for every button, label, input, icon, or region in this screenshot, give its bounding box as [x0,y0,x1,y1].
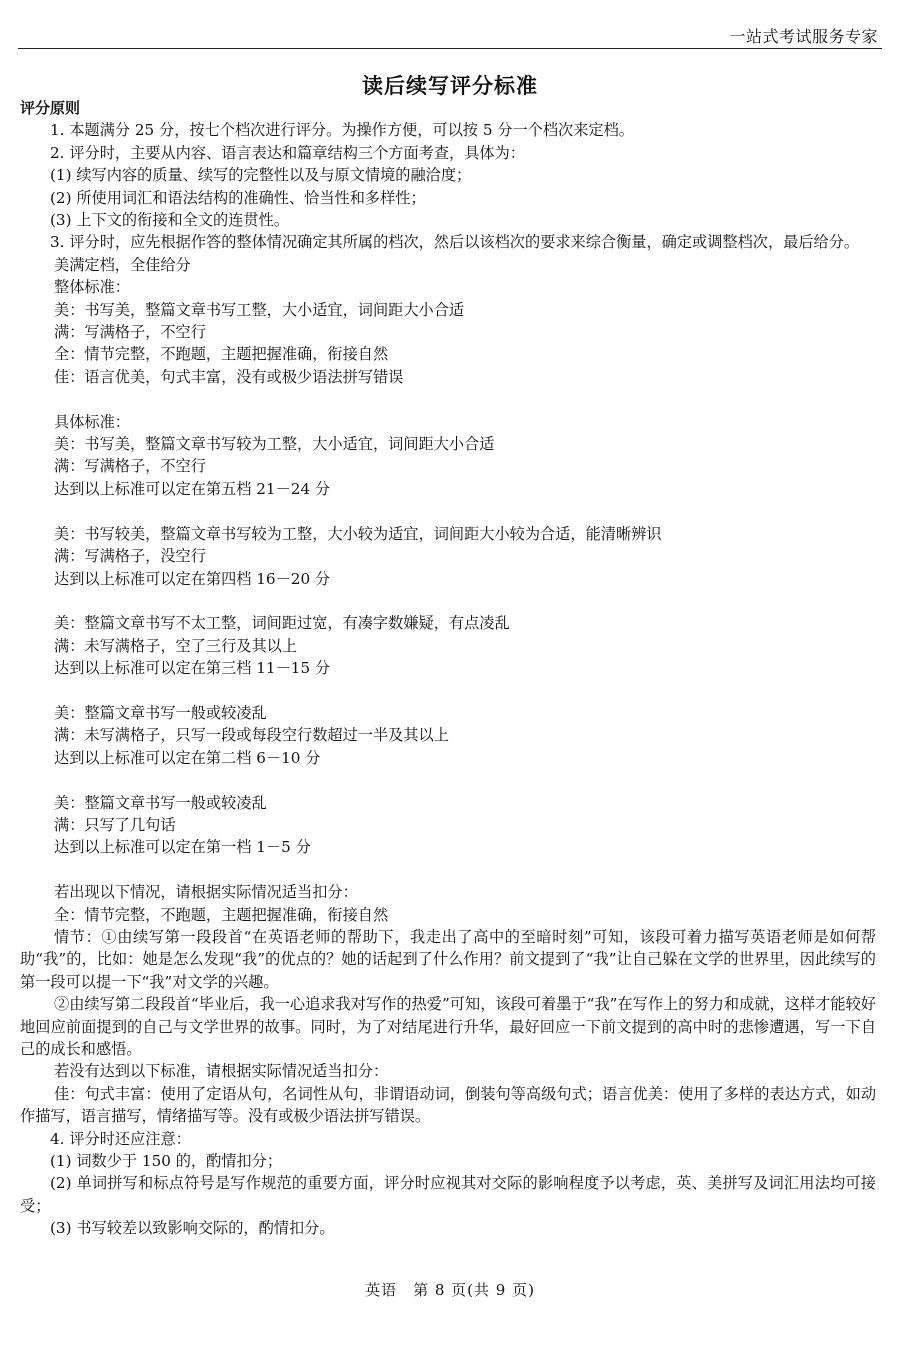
plot-paragraph-2: ②由续写第二段段首“毕业后，我一心追求我对写作的热爱”可知，该段可着墨于“我”在写作上的努力和成就，这样才能较好地回应前面提到的自己与文学世界的故事。同时，为了对结尾进行升华，最好回应一下前文提到的高中时的悲惨遭遇，写一下自己的成长和感悟。 [20,995,876,1058]
grade5-mei: 美：书写美，整篇文章书写较为工整，大小适宜，词间距大小合适 [54,435,495,454]
grade3-mei: 美：整篇文章书写不太工整，词间距过宽，有凑字数嫌疑，有点凌乱 [54,614,510,633]
spacer [20,388,876,410]
overall-lead: 美满定档，全佳给分 [54,255,191,274]
principle-2a: (1) 续写内容的质量、续写的完整性以及与原文情境的融洽度； [50,166,472,185]
overall-heading: 整体标准： [54,278,130,297]
document-title: 读后续写评分标准 [362,74,538,98]
overall-man: 满：写满格子，不空行 [54,323,206,342]
grade2-man: 满：未写满格子，只写一段或每段空行数超过一半及其以上 [54,726,449,745]
note-1: (1) 词数少于 150 的，酌情扣分； [50,1152,283,1170]
grade1-mei: 美：整篇文章书写一般或较凌乱 [54,793,267,812]
plot-paragraph-1: 情节：①由续写第一段段首“在英语老师的帮助下，我走出了高中的至暗时刻”可知，该段可着力描写英语老师是如何帮助“我”的，比如：她是怎么发现“我”的优点的？她的话起到了什么作用？前文提到了“我”让自己躲在文学的世界里，因此续写的第一段可以提一下“我”对文学的兴趣。 [20,927,876,991]
grade3-result: 达到以上标准可以定在第三档 11－15 分 [54,659,331,678]
principle-2: 2. 评分时，主要从内容、语言表达和篇章结构三个方面考查，具体为： [50,143,525,162]
page-footer: 英语 第 8 页(共 9 页) [365,1281,535,1299]
spacer [20,769,876,791]
spacer [20,500,876,522]
principle-2b: (2) 所使用词汇和语法结构的准确性、恰当性和多样性； [50,188,426,207]
note-2: (2) 单词拼写和标点符号是写作规范的重要方面，评分时应视其对交际的影响程度予以考虑，英、美拼写及词汇用法均可接受； [20,1174,876,1215]
grade4-mei: 美：书写较美，整篇文章书写较为工整，大小较为适宜，词间距大小较为合适，能清晰辨识 [54,524,662,543]
grade4-result: 达到以上标准可以定在第四档 16－20 分 [54,569,331,588]
principle-1: 1. 本题满分 25 分，按七个档次进行评分。为操作方便，可以按 5 分一个档次来定档。 [50,121,634,140]
grade4-man: 满：写满格子，没空行 [54,547,206,566]
header-bar [18,24,882,49]
overall-jia: 佳：语言优美，句式丰富，没有或极少语法拼写错误 [54,367,404,386]
overall-quan: 全：情节完整，不跑题，主题把握准确，衔接自然 [54,345,389,364]
principle-3: 3. 评分时，应先根据作答的整体情况确定其所属的档次，然后以该档次的要求来综合衡量，确定或调整档次，最后给分。 [50,233,860,252]
deduction-quan: 全：情节完整，不跑题，主题把握准确，衔接自然 [54,905,389,924]
document-body [20,97,876,1240]
specific-heading: 具体标准： [54,412,130,431]
grade2-result: 达到以上标准可以定在第二档 6－10 分 [54,748,321,767]
deduction-lead: 若出现以下情况，请根据实际情况适当扣分： [54,883,358,902]
grade3-man: 满：未写满格子，空了三行及其以上 [54,636,297,655]
note-3: (3) 书写较差以致影响交际的，酌情扣分。 [50,1219,335,1238]
deduction-lead-2: 若没有达到以下标准，请根据实际情况适当扣分： [54,1062,389,1081]
header-brand: 一站式考试服务专家 [729,27,878,46]
deduction-jia: 佳：句式丰富：使用了定语从句，名词性从句，非谓语动词，倒装句等高级句式；语言优美：使用了多样的表达方式，如动作描写，语言描写，情绪描写等。没有或极少语法拼写错误。 [20,1084,876,1126]
principles-heading: 评分原则 [20,99,81,117]
grade2-mei: 美：整篇文章书写一般或较凌乱 [54,703,267,722]
spacer [20,859,876,881]
notes-heading: 4. 评分时还应注意： [50,1129,191,1148]
overall-mei: 美：书写美，整篇文章书写工整，大小适宜，词间距大小合适 [54,300,465,319]
grade5-man: 满：写满格子，不空行 [54,457,206,476]
grade1-man: 满：只写了几句话 [54,815,176,834]
principle-2c: (3) 上下文的衔接和全文的连贯性。 [50,211,289,230]
spacer [20,680,876,702]
grade1-result: 达到以上标准可以定在第一档 1－5 分 [54,838,311,857]
spacer [20,590,876,612]
grade5-result: 达到以上标准可以定在第五档 21－24 分 [54,479,331,498]
